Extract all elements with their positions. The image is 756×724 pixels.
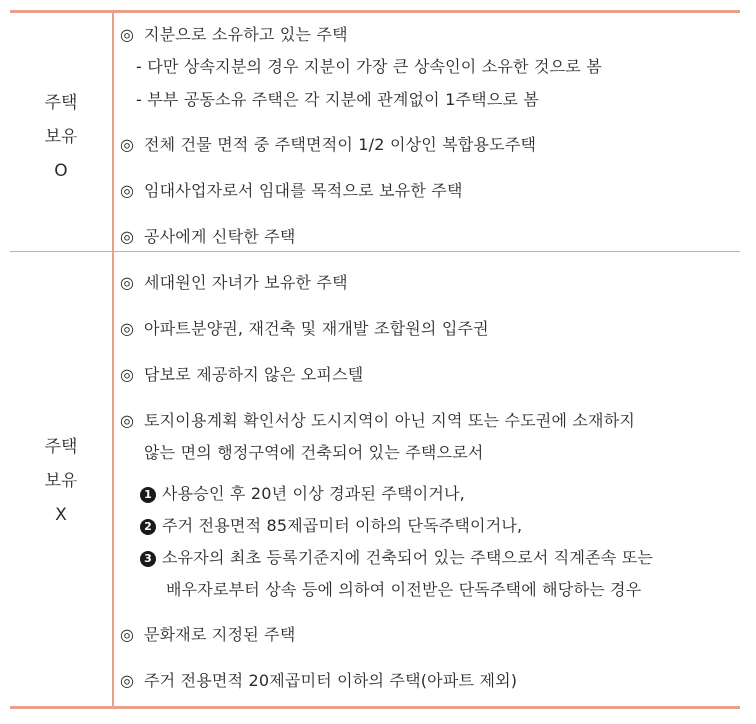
row-header-line: 주택 bbox=[44, 93, 78, 113]
table-top-border bbox=[10, 10, 740, 13]
numbered-item bbox=[140, 481, 465, 506]
list-subitem bbox=[136, 54, 602, 77]
double-circle-icon: ◎ bbox=[120, 625, 135, 644]
item-text: 세대원인 자녀가 보유한 주택 bbox=[144, 273, 348, 292]
numbered-item bbox=[140, 513, 522, 538]
numbered-item bbox=[140, 545, 653, 570]
list-item bbox=[120, 178, 463, 201]
list-item bbox=[120, 224, 295, 247]
item-text: 아파트분양권, 재건축 및 재개발 조합원의 입주권 bbox=[144, 319, 489, 338]
item-text: 사용승인 후 20년 이상 경과된 주택이거나, bbox=[162, 484, 465, 503]
list-subitem bbox=[136, 87, 539, 110]
list-item bbox=[120, 22, 348, 45]
double-circle-icon: ◎ bbox=[120, 411, 135, 430]
item-text: 임대사업자로서 임대를 목적으로 보유한 주택 bbox=[144, 181, 463, 200]
list-item bbox=[120, 622, 295, 645]
row-header-line: O bbox=[54, 161, 68, 181]
list-item bbox=[120, 668, 517, 691]
item-text: 문화재로 지정된 주택 bbox=[144, 625, 296, 644]
double-circle-icon: ◎ bbox=[120, 227, 135, 246]
item-text: 공사에게 신탁한 주택 bbox=[144, 227, 296, 246]
row-header-line: 주택 bbox=[44, 437, 78, 457]
row-header-line: 보유 bbox=[44, 127, 78, 147]
numbered-item-continuation bbox=[166, 577, 641, 600]
double-circle-icon: ◎ bbox=[120, 671, 135, 690]
row-header-line: X bbox=[55, 505, 67, 525]
number-1-icon: 1 bbox=[140, 484, 162, 506]
item-text: 담보로 제공하지 않은 오피스텔 bbox=[144, 365, 364, 384]
double-circle-icon: ◎ bbox=[120, 319, 135, 338]
item-text: 주거 전용면적 20제곱미터 이하의 주택(아파트 제외) bbox=[144, 671, 518, 690]
row-header-line: 보유 bbox=[44, 471, 78, 491]
item-text: - 부부 공동소유 주택은 각 지분에 관계없이 1주택으로 봄 bbox=[136, 90, 540, 109]
column-divider bbox=[112, 12, 114, 708]
item-text: 토지이용계획 확인서상 도시지역이 아닌 지역 또는 수도권에 소재하지 bbox=[144, 411, 636, 430]
double-circle-icon: ◎ bbox=[120, 135, 135, 154]
item-text: 배우자로부터 상속 등에 의하여 이전받은 단독주택에 해당하는 경우 bbox=[166, 580, 642, 599]
double-circle-icon: ◎ bbox=[120, 181, 135, 200]
list-item bbox=[120, 408, 635, 431]
number-3-icon: 3 bbox=[140, 548, 162, 570]
item-text: 소유자의 최초 등록기준지에 건축되어 있는 주택으로서 직계존속 또는 bbox=[162, 548, 654, 567]
number-2-icon: 2 bbox=[140, 516, 162, 538]
row-divider bbox=[10, 251, 740, 252]
list-item bbox=[120, 132, 536, 155]
list-item bbox=[120, 362, 363, 385]
item-text: 지분으로 소유하고 있는 주택 bbox=[144, 25, 348, 44]
double-circle-icon: ◎ bbox=[120, 365, 135, 384]
item-text: 전체 건물 면적 중 주택면적이 1/2 이상인 복합용도주택 bbox=[144, 135, 537, 154]
row-header-not-owned bbox=[10, 430, 112, 532]
item-text: 않는 면의 행정구역에 건축되어 있는 주택으로서 bbox=[144, 443, 484, 462]
list-item bbox=[120, 270, 348, 293]
row-header-owned bbox=[10, 86, 112, 188]
item-text: 주거 전용면적 85제곱미터 이하의 단독주택이거나, bbox=[162, 516, 523, 535]
list-item-continuation bbox=[144, 440, 484, 463]
double-circle-icon: ◎ bbox=[120, 273, 135, 292]
item-text: - 다만 상속지분의 경우 지분이 가장 큰 상속인이 소유한 것으로 봄 bbox=[136, 57, 602, 76]
table-bottom-border bbox=[10, 706, 740, 709]
list-item bbox=[120, 316, 489, 339]
double-circle-icon: ◎ bbox=[120, 25, 135, 44]
